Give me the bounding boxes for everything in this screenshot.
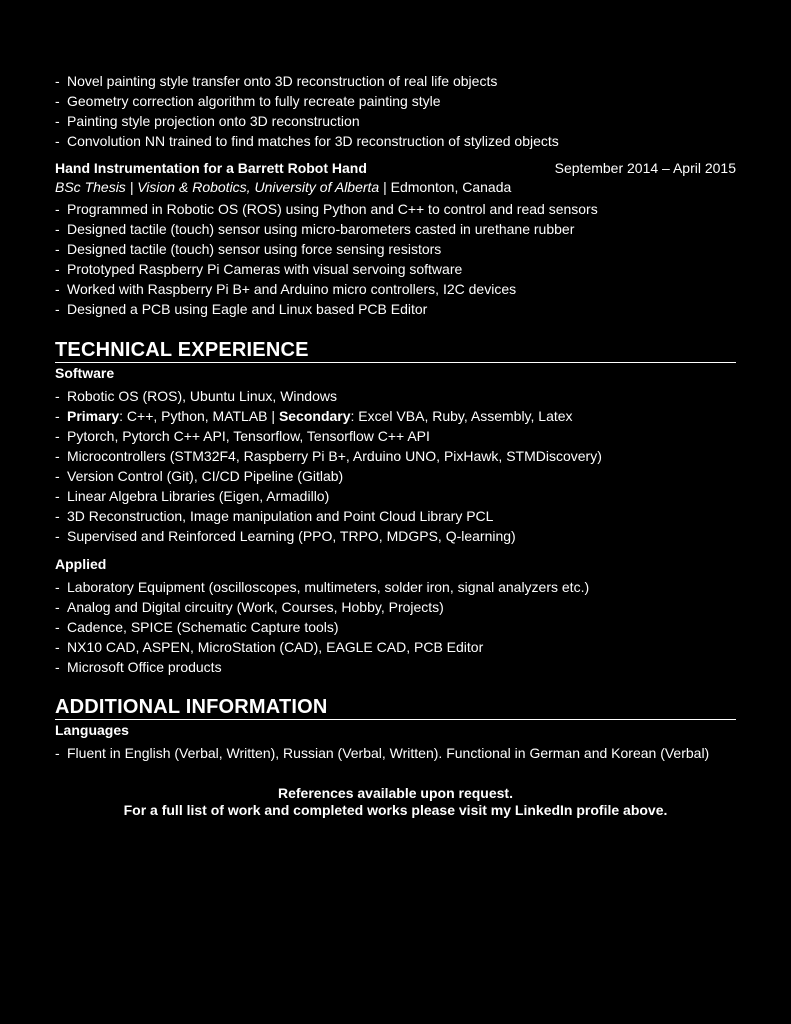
project-subtitle: [55, 178, 736, 199]
list-item: - Microsoft Office products: [55, 657, 736, 677]
list-item: - Fluent in English (Verbal, Written), Russian (Verbal, Written). Functional in German and Korean (Verbal): [55, 743, 736, 763]
project-barrett-hand: [55, 159, 736, 319]
software-bullets: [55, 386, 736, 546]
previous-project-bullets: [55, 71, 736, 151]
project-bullets: [55, 199, 736, 319]
list-item: - Robotic OS (ROS), Ubuntu Linux, Windows: [55, 386, 736, 406]
list-item: - 3D Reconstruction, Image manipulation and Point Cloud Library PCL: [55, 506, 736, 526]
list-item: - Analog and Digital circuitry (Work, Courses, Hobby, Projects): [55, 597, 736, 617]
secondary-label: Secondary: [278, 408, 351, 424]
subheading-software: Software: [55, 365, 115, 381]
section-technical-experience: [55, 338, 736, 677]
list-item: - Version Control (Git), CI/CD Pipeline (Gitlab): [55, 466, 736, 486]
primary-label: Primary: [67, 408, 120, 424]
project-header: [55, 159, 736, 178]
list-item: - Worked with Raspberry Pi B+ and Arduino micro controllers, I2C devices: [55, 279, 736, 299]
subheading-applied: Applied: [55, 556, 107, 572]
list-item: - Painting style projection onto 3D reconstruction: [55, 111, 736, 131]
list-item: - Supervised and Reinforced Learning (PPO, TRPO, MDGPS, Q-learning): [55, 526, 736, 546]
project-dates: September 2014 – April 2015: [554, 160, 736, 176]
section-heading: ADDITIONAL INFORMATION: [55, 695, 736, 720]
list-item: - Cadence, SPICE (Schematic Capture tools): [55, 617, 736, 637]
project-institution: BSc Thesis | Vision & Robotics, University of Alberta: [55, 179, 380, 195]
linkedin-line: For a full list of work and completed works please visit my LinkedIn profile above.: [123, 802, 668, 818]
list-item: - Laboratory Equipment (oscilloscopes, multimeters, solder iron, signal analyzers etc.): [55, 577, 736, 597]
languages-bullets: [55, 743, 736, 763]
list-item: - Prototyped Raspberry Pi Cameras with visual servoing software: [55, 259, 736, 279]
list-item-primary-secondary: [55, 406, 736, 426]
list-item: - Linear Algebra Libraries (Eigen, Armadillo): [55, 486, 736, 506]
list-item: - Programmed in Robotic OS (ROS) using Python and C++ to control and read sensors: [55, 199, 736, 219]
list-item: - Designed tactile (touch) sensor using micro-barometers casted in urethane rubber: [55, 219, 736, 239]
section-additional-information: [55, 695, 736, 763]
subheading-languages: Languages: [55, 722, 129, 738]
list-item: - Designed a PCB using Eagle and Linux based PCB Editor: [55, 299, 736, 319]
project-title: Hand Instrumentation for a Barrett Robot Hand: [55, 160, 367, 176]
primary-value: : C++, Python, MATLAB |: [119, 408, 279, 424]
section-heading: TECHNICAL EXPERIENCE: [55, 338, 736, 363]
references-footer: [55, 785, 736, 819]
secondary-value: : Excel VBA, Ruby, Assembly, Latex: [350, 408, 573, 424]
list-item: - NX10 CAD, ASPEN, MicroStation (CAD), EAGLE CAD, PCB Editor: [55, 637, 736, 657]
list-item: - Geometry correction algorithm to fully recreate painting style: [55, 91, 736, 111]
list-item: - Convolution NN trained to find matches for 3D reconstruction of stylized objects: [55, 131, 736, 151]
applied-bullets: [55, 577, 736, 677]
list-item: - Novel painting style transfer onto 3D reconstruction of real life objects: [55, 71, 736, 91]
references-line: References available upon request.: [278, 785, 513, 801]
project-location: | Edmonton, Canada: [379, 179, 512, 195]
list-item: - Designed tactile (touch) sensor using force sensing resistors: [55, 239, 736, 259]
list-item: - Microcontrollers (STM32F4, Raspberry Pi B+, Arduino UNO, PixHawk, STMDiscovery): [55, 446, 736, 466]
list-item: - Pytorch, Pytorch C++ API, Tensorflow, Tensorflow C++ API: [55, 426, 736, 446]
